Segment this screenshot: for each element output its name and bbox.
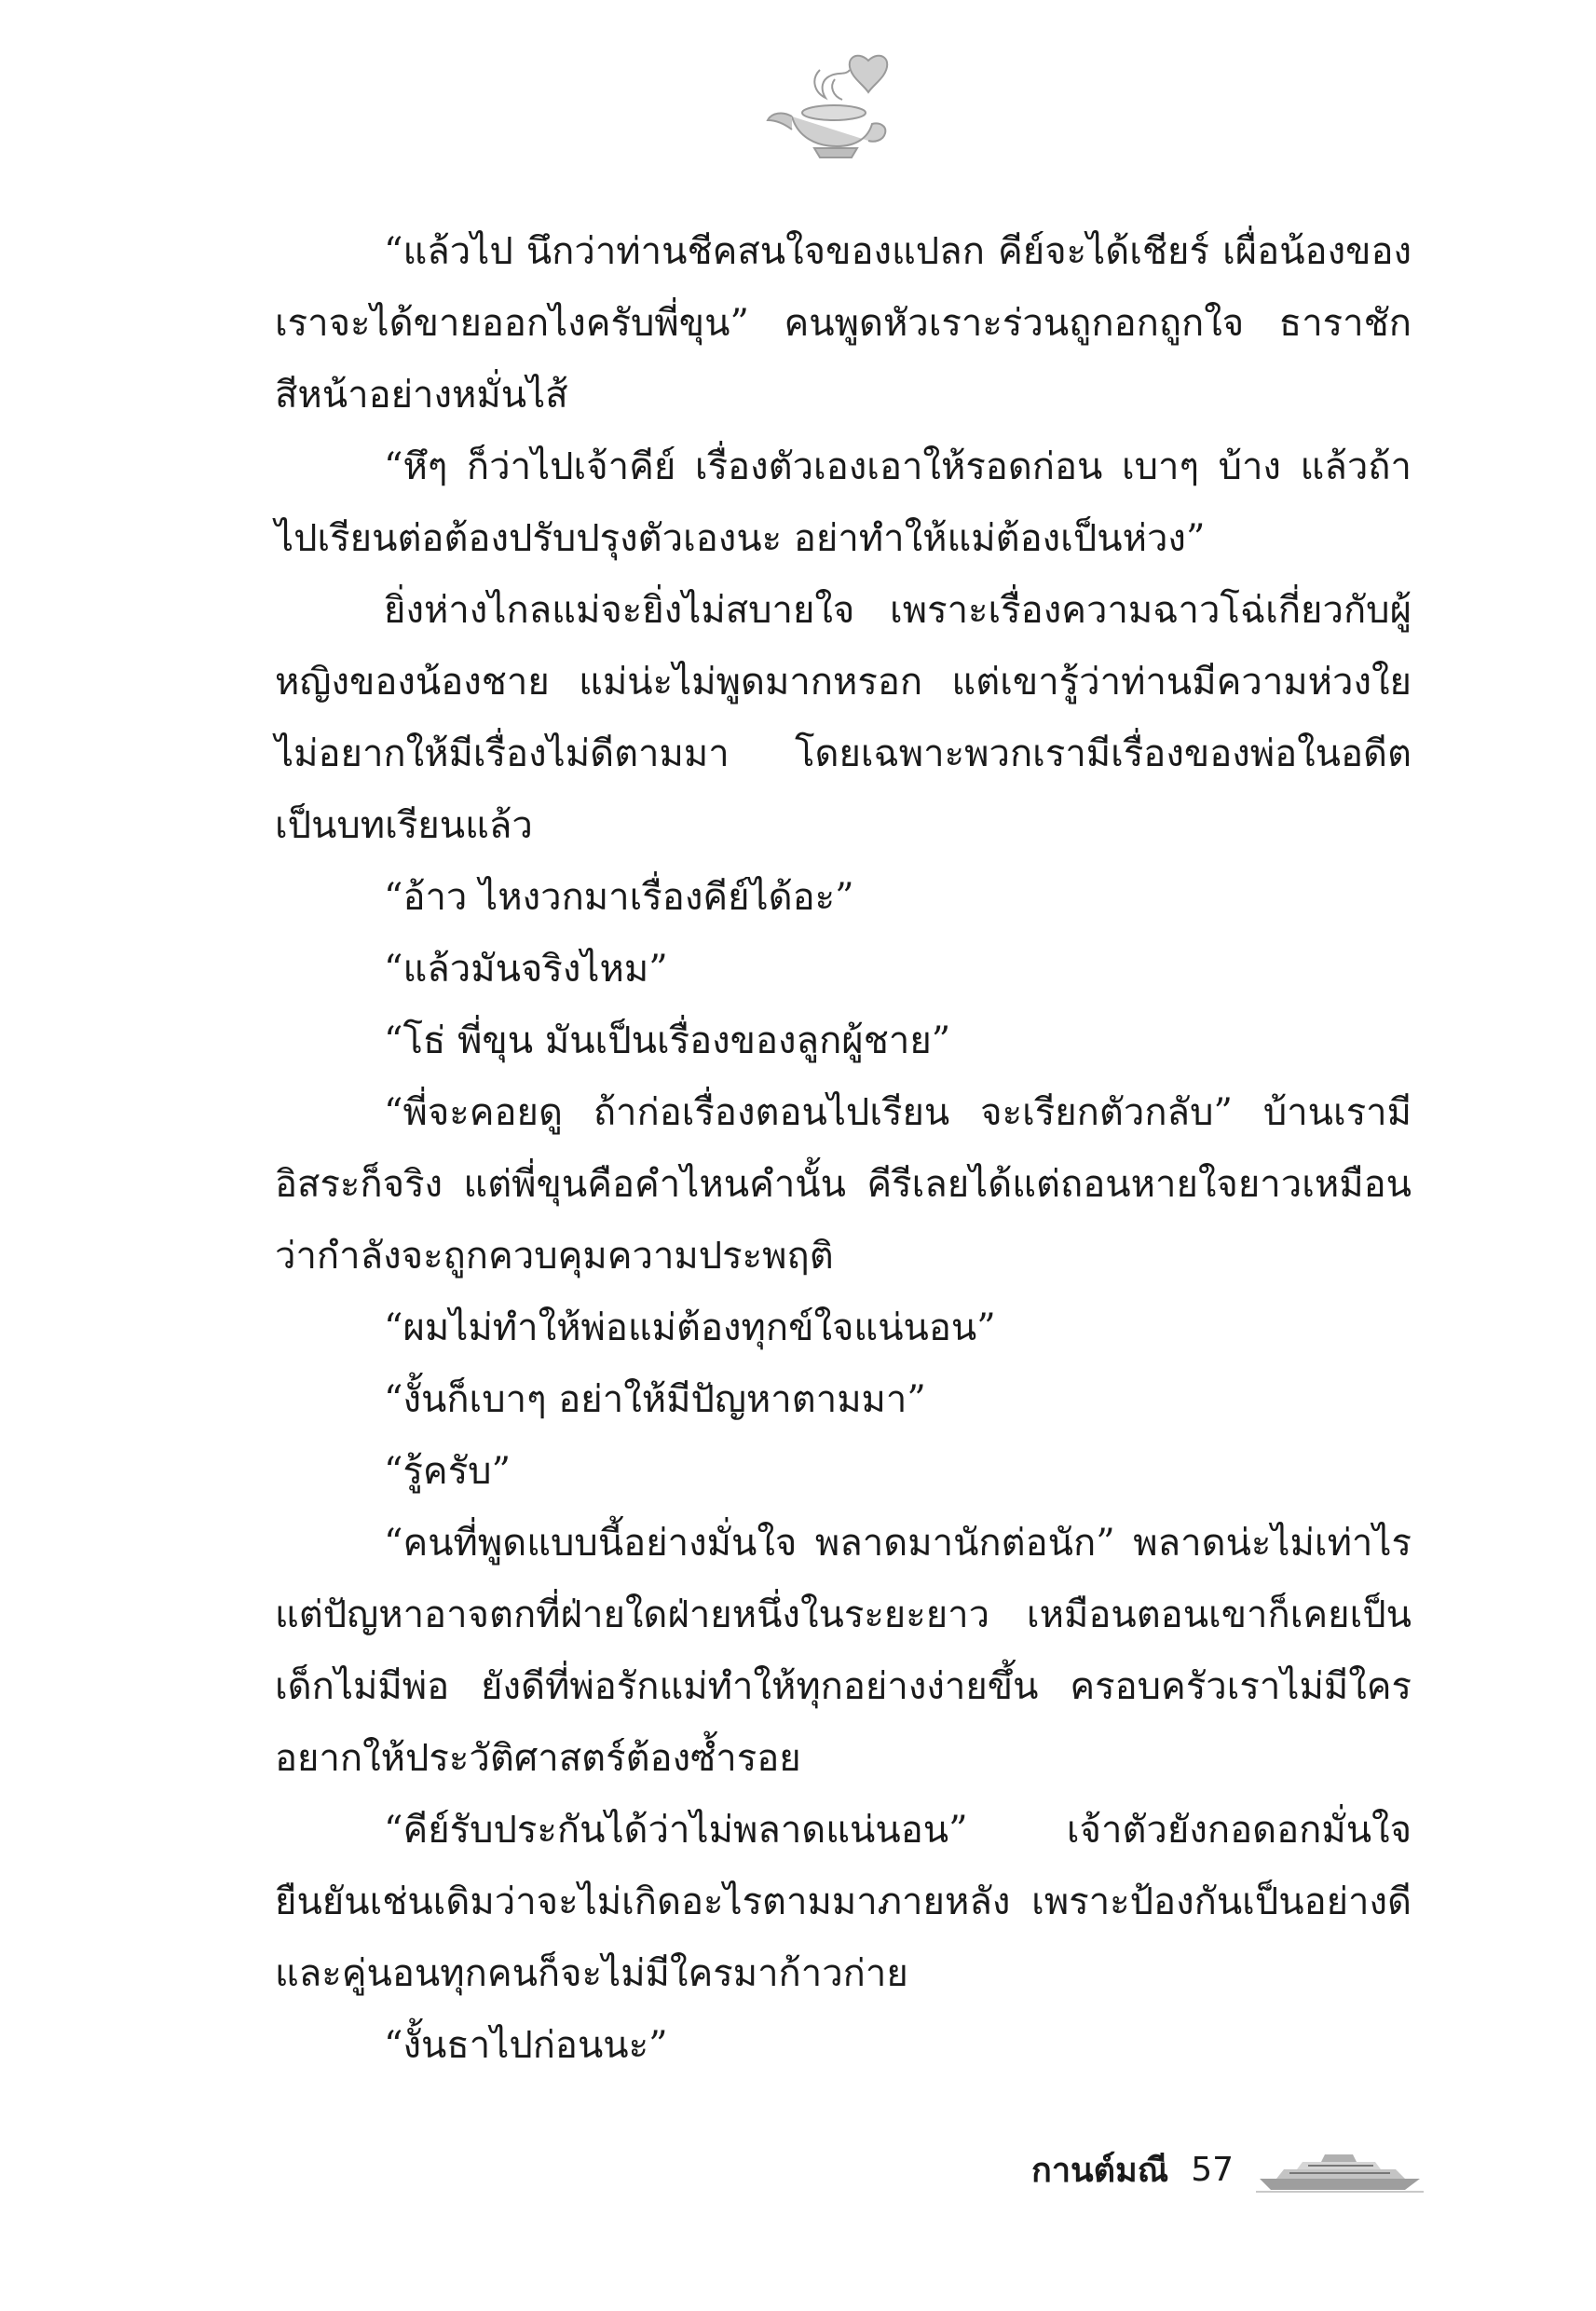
paragraph: “พี่จะคอยดู ถ้าก่อเรื่องตอนไปเรียน จะเรียกตัวกลับ” บ้านเรามีอิสระก็จริง แต่พี่ขุนคือคำไหนคำนั้น คีรีเลยได้แต่ถอนหายใจยาวเหมือนว่ากำลังจะถูกควบคุมความประพฤติ bbox=[275, 1091, 1412, 1278]
paragraph: “รู้ครับ” bbox=[384, 1450, 512, 1493]
cruise-ship-icon bbox=[1256, 2147, 1424, 2194]
page-number: 57 bbox=[1191, 2151, 1234, 2189]
genie-lamp-heart-icon bbox=[764, 51, 904, 163]
paragraph: “คีย์รับประกันได้ว่าไม่พลาดแน่นอน” เจ้าตัวยังกอดอกมั่นใจยืนยันเช่นเดิมว่าจะไม่เกิดอะไรตามมาภายหลัง เพราะป้องกันเป็นอย่างดี และคู่นอนทุกคนก็จะไม่มีใครมาก้าวก่าย bbox=[275, 1809, 1412, 1995]
paragraph: “งั้นธาไปก่อนนะ” bbox=[384, 2024, 668, 2067]
paragraph: ยิ่งห่างไกลแม่จะยิ่งไม่สบายใจ เพราะเรื่องความฉาวโฉ่เกี่ยวกับผู้หญิงของน้องชาย แม่น่ะไม่พูดมากหรอก แต่เขารู้ว่าท่านมีความห่วงใยไม่อยากให้มีเรื่องไม่ดีตามมา โดยเฉพาะพวกเรามีเรื่องของพ่อในอดีตเป็นบทเรียนแล้ว bbox=[275, 589, 1412, 847]
paragraph: “แล้วไป นึกว่าท่านชีคสนใจของแปลก คีย์จะได้เชียร์ เผื่อน้องของเราจะได้ขายออกไงครับพี่ขุน” คนพูดหัวเราะร่วนถูกอกถูกใจ ธาราชักสีหน้าอย่างหมั่นไส้ bbox=[275, 230, 1412, 417]
paragraph: “อ้าว ไหงวกมาเรื่องคีย์ได้อะ” bbox=[384, 876, 854, 919]
paragraph: “แล้วมันจริงไหม” bbox=[384, 948, 668, 991]
paragraph: “คนที่พูดแบบนี้อย่างมั่นใจ พลาดมานักต่อนัก” พลาดน่ะไม่เท่าไรแต่ปัญหาอาจตกที่ฝ่ายใดฝ่ายหนึ่งในระยะยาว เหมือนตอนเขาก็เคยเป็นเด็กไม่มีพ่อ ยังดีที่พ่อรักแม่ทำให้ทุกอย่างง่ายขึ้น ครอบครัวเราไม่มีใครอยากให้ประวัติศาสตร์ต้องซ้ำรอย bbox=[275, 1522, 1412, 1780]
paragraph: “ผมไม่ทำให้พ่อแม่ต้องทุกข์ใจแน่นอน” bbox=[384, 1306, 996, 1349]
page-footer bbox=[1031, 2143, 1424, 2196]
paragraph: “หึๆ ก็ว่าไปเจ้าคีย์ เรื่องตัวเองเอาให้รอดก่อน เบาๆ บ้าง แล้วถ้าไปเรียนต่อต้องปรับปรุงตัวเองนะ อย่าทำให้แม่ต้องเป็นห่วง” bbox=[275, 445, 1412, 560]
paragraph: “งั้นก็เบาๆ อย่าให้มีปัญหาตามมา” bbox=[384, 1378, 926, 1421]
paragraph: “โธ่ พี่ขุน มันเป็นเรื่องของลูกผู้ชาย” bbox=[384, 1019, 951, 1062]
book-title: กานต์มณี bbox=[1031, 2152, 1169, 2190]
body-text bbox=[275, 216, 1412, 2082]
